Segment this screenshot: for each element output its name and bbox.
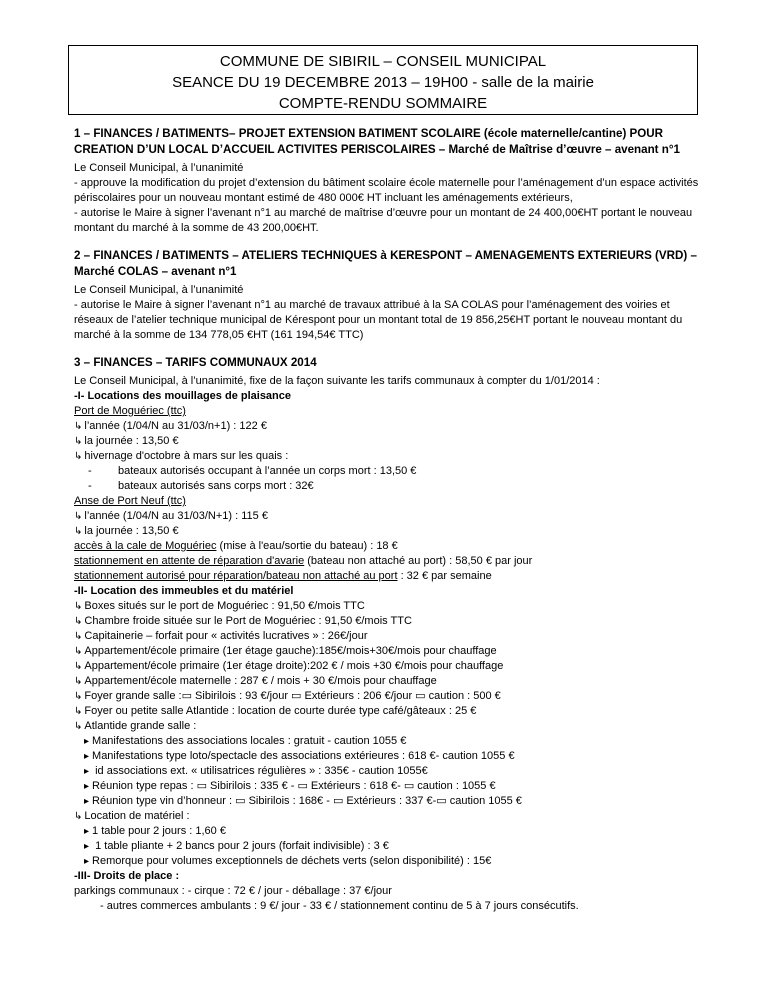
section-3-title: 3 – FINANCES – TARIFS COMMUNAUX 2014: [74, 356, 317, 369]
section-1-para-1: - approuve la modification du projet d’extension du bâtiment scolaire école maternelle pour l’aménagement d’un espace activités périscolaires pour un nouveau montant estimé de 480 000€ HT incluant les aménagements extérieurs,: [74, 177, 699, 204]
cale-access-line: [74, 539, 704, 554]
atlantide-item: ▸ Manifestations type loto/spectacle des associations extérieures : 618 €- caution 1055 €: [74, 749, 704, 764]
header-line-1: COMMUNE DE SIBIRIL – CONSEIL MUNICIPAL: [219, 53, 547, 70]
materiel-item: ▸ 1 table pliante + 2 bancs pour 2 jours (forfait indivisible) : 3 €: [74, 839, 704, 854]
stationnement-reparation-value: : 32 € par semaine: [397, 570, 492, 582]
atlantide-item: ▸ Réunion type repas : ▭ Sibirilois : 335 € - ▭ Extérieurs : 618 €- ▭ caution : 1055 €: [74, 779, 704, 794]
tariff-item: ↳ Appartement/école primaire (1er étage gauche):185€/mois+30€/mois pour chauffage: [74, 644, 704, 659]
stationnement-avarie-line: [74, 554, 704, 569]
atlantide-item: ▸ id associations ext. « utilisatrices régulières » : 335€ - caution 1055€: [74, 764, 704, 779]
stationnement-avarie-label: stationnement en attente de réparation d'avarie: [74, 555, 305, 567]
header-line-3: COMPTE-RENDU SOMMAIRE: [278, 95, 488, 112]
tariff-subitem-text: bateaux autorisés occupant à l’année un corps mort : 13,50 €: [118, 465, 417, 477]
tariff-subitem: [74, 479, 704, 494]
materiel-item: ▸ 1 table pour 2 jours : 1,60 €: [74, 824, 704, 839]
tariff-item: ↳ Chambre froide située sur le Port de Moguériec : 91,50 €/mois TTC: [74, 614, 704, 629]
tariff-subitem: [74, 464, 704, 479]
stationnement-reparation-line: [74, 569, 704, 584]
tariff-item: ↳ Foyer grande salle :▭ Sibirilois : 93 €/jour ▭ Extérieurs : 206 €/jour ▭ caution : 500 €: [74, 689, 704, 704]
tariff-item: ↳ la journée : 13,50 €: [74, 434, 704, 449]
materiel-item: ▸ Remorque pour volumes exceptionnels de déchets verts (selon disponibilité) : 15€: [74, 854, 704, 869]
tariff-item: ↳ l’année (1/04/N au 31/03/n+1) : 122 €: [74, 419, 704, 434]
tariff-item: ↳ la journée : 13,50 €: [74, 524, 704, 539]
subsection-droits-place-title: -III- Droits de place :: [74, 870, 180, 882]
dash-marker: -: [88, 480, 92, 492]
section-2: [74, 248, 704, 343]
section-1: [74, 126, 704, 236]
atlantide-item: ▸ Réunion type vin d’honneur : ▭ Sibirilois : 168€ - ▭ Extérieurs : 337 €-▭ caution 1055 €: [74, 794, 704, 809]
port-moguieriec-title: Port de Moguériec (ttc): [74, 405, 186, 417]
section-1-title: 1 – FINANCES / BATIMENTS– PROJET EXTENSION BATIMENT SCOLAIRE (école maternelle/cantine) POUR CREATION D’UN LOCAL D’ACCUEIL ACTIVITES PERISCOLAIRES – Marché de Maîtrise d’œuvre – avenant n°1: [74, 127, 680, 156]
stationnement-avarie-value: (bateau non attaché au port) : 58,50 € par jour: [304, 555, 533, 567]
cale-access-label: accès à la cale de Moguériec: [74, 540, 217, 552]
droits-place-line-1: parkings communaux : - cirque : 72 € / jour - déballage : 37 €/jour: [74, 885, 392, 897]
header-line-2: SEANCE DU 19 DECEMBRE 2013 – 19H00 - salle de la mairie: [172, 74, 594, 91]
section-1-para-2: - autorise le Maire à signer l’avenant n°1 au marché de maîtrise d’œuvre pour un montant de 24 400,00€HT portant le nouveau montant du marché à la somme de 43 200,00€HT.: [74, 207, 693, 234]
section-2-intro: Le Conseil Municipal, à l’unanimité: [74, 284, 244, 296]
section-2-title: 2 – FINANCES / BATIMENTS – ATELIERS TECHNIQUES à KERESPONT – AMENAGEMENTS EXTERIEURS (VRD) – Marché COLAS – avenant n°1: [74, 249, 697, 278]
tariff-item: ↳ Boxes situés sur le port de Moguériec : 91,50 €/mois TTC: [74, 599, 704, 614]
tariff-subitem-text: bateaux autorisés sans corps mort : 32€: [118, 480, 314, 492]
droits-place-line-2: - autres commerces ambulants : 9 €/ jour - 33 € / stationnement continu de 5 à 7 jours consécutifs.: [100, 900, 579, 912]
document-body: [74, 122, 704, 914]
section-3: [74, 355, 704, 914]
tariff-item: ↳ Appartement/école primaire (1er étage droite):202 € / mois +30 €/mois pour chauffage: [74, 659, 704, 674]
subsection-mouillages-title: -I- Locations des mouillages de plaisance: [74, 390, 292, 402]
stationnement-reparation-label: stationnement autorisé pour réparation/bateau non attaché au port: [74, 570, 398, 582]
dash-marker: -: [88, 465, 92, 477]
tariff-item: ↳ Foyer ou petite salle Atlantide : location de courte durée type café/gâteaux : 25 €: [74, 704, 704, 719]
tariff-item: ↳ Capitainerie – forfait pour « activités lucratives » : 26€/jour: [74, 629, 704, 644]
tariff-item: ↳ l’année (1/04/N au 31/03/N+1) : 115 €: [74, 509, 704, 524]
location-materiel-title: ↳ Location de matériel :: [74, 809, 704, 824]
header-box: [68, 45, 698, 115]
section-1-intro: Le Conseil Municipal, à l’unanimité: [74, 162, 244, 174]
tariff-item: ↳ Appartement/école maternelle : 287 € / mois + 30 €/mois pour chauffage: [74, 674, 704, 689]
tariff-item: ↳ Atlantide grande salle :: [74, 719, 704, 734]
section-2-para-1: - autorise le Maire à signer l’avenant n°1 au marché de travaux attribué à la SA COLAS pour l’aménagement des voiries et réseaux de l’atelier technique municipal de Kérespont pour un montant total de 19 856,25€HT portant le nouveau montant du marché à la somme de 134 778,05 €HT (161 194,54€ TTC): [74, 299, 683, 341]
section-3-intro: Le Conseil Municipal, à l’unanimité, fixe de la façon suivante les tarifs communaux à compter du 1/01/2014 :: [74, 375, 600, 387]
atlantide-item: ▸ Manifestations des associations locales : gratuit - caution 1055 €: [74, 734, 704, 749]
subsection-immeubles-title: -II- Location des immeubles et du matériel: [74, 585, 294, 597]
tariff-item: ↳ hivernage d'octobre à mars sur les quais :: [74, 449, 704, 464]
cale-access-value: (mise à l'eau/sortie du bateau) : 18 €: [216, 540, 398, 552]
anse-port-neuf-title: Anse de Port Neuf (ttc): [74, 495, 186, 507]
